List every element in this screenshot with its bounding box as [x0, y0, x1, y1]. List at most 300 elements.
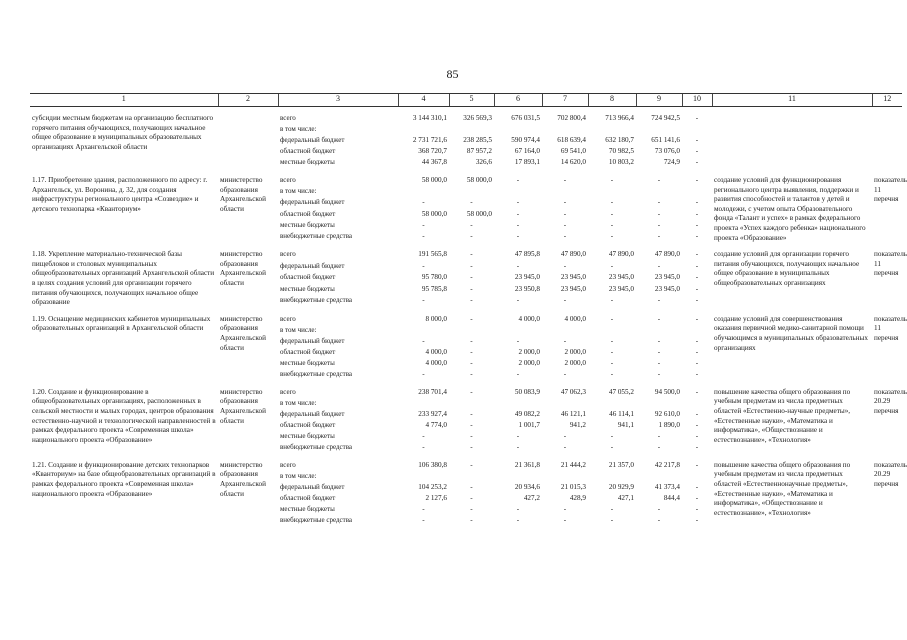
amount-cell: - [470, 482, 473, 491]
amount-cell: - [657, 220, 661, 229]
amount-cell: - [695, 314, 699, 323]
amount-cell: 46 114,1 [609, 409, 634, 418]
amount-cell: - [610, 231, 614, 240]
column-header-3: 3 [278, 94, 398, 107]
amount-cell [682, 125, 712, 136]
column-header-9: 9 [636, 94, 682, 107]
amount-cell: 1 001,7 [518, 420, 540, 429]
amount-cell: 50 083,9 [514, 387, 540, 396]
funding-source: местные бюджеты [280, 158, 335, 166]
amount-cell: 47 055,2 [608, 387, 634, 396]
table-row [30, 388, 902, 399]
amount-cell: - [610, 431, 614, 440]
amount-cell: 23 945,0 [608, 273, 634, 282]
funding-source: федеральный бюджет [280, 336, 345, 345]
funding-source: местные бюджеты [280, 431, 335, 440]
amount-cell: 58 000,0 [466, 176, 492, 184]
expected-result [712, 114, 872, 169]
measure-name: 1.20. Создание и функционирование в общеобразовательных организациях, расположенных в сельской местности и малых городах, центров образования естественно-научной и технологической направленностей в рамках федерального проекта «Современная школа» национального проекта «Образование» [32, 387, 216, 444]
amount-cell: 724 942,5 [651, 114, 680, 122]
amount-cell: 238 285,5 [463, 136, 492, 144]
amount-cell: 69 541,0 [560, 147, 586, 155]
amount-cell: 47 890,0 [560, 250, 586, 259]
amount-cell [449, 187, 494, 198]
amount-cell: 427,1 [617, 493, 634, 502]
column-header-7: 7 [542, 94, 588, 107]
amount-cell: 95 780,0 [421, 273, 447, 282]
expected-result: повышение качества общего образования по учебным предметам из числа предметных областей «Естественно-научные предметы», «Естественные науки», «Математика и информатика», «Обществознание и естествознание», «Технология» [714, 387, 851, 444]
funding-source: областной бюджет [280, 147, 336, 155]
amount-cell [588, 187, 636, 198]
amount-cell: - [610, 314, 614, 323]
amount-cell: - [516, 296, 520, 305]
amount-cell: - [610, 198, 614, 207]
executor: министерство образования Архангельской области [220, 176, 266, 213]
amount-cell: - [610, 261, 614, 270]
amount-cell: - [657, 209, 661, 218]
amount-cell [636, 187, 682, 198]
amount-cell: 47 890,0 [608, 250, 634, 259]
amount-cell [636, 125, 682, 136]
amount-cell: 23 945,0 [560, 284, 586, 293]
amount-cell: - [422, 504, 425, 513]
amount-cell: 844,4 [663, 493, 680, 502]
amount-cell: - [516, 442, 520, 451]
funding-source: местные бюджеты [280, 284, 335, 293]
amount-cell: - [695, 358, 699, 367]
amount-cell: 368 720,7 [418, 147, 447, 155]
amount-cell: - [657, 442, 661, 451]
amount-cell [682, 472, 712, 483]
indicator-ref: показатель 11 перечня [874, 176, 907, 204]
amount-cell: - [516, 261, 520, 270]
amount-cell: - [470, 250, 473, 259]
amount-cell: 23 945,0 [514, 273, 540, 282]
funding-source: федеральный бюджет [280, 198, 345, 207]
indicator-ref [872, 114, 902, 169]
amount-cell: - [422, 431, 425, 440]
amount-cell: - [470, 409, 473, 418]
amount-cell: - [695, 114, 699, 122]
amount-cell [682, 399, 712, 410]
amount-cell [494, 125, 542, 136]
amount-cell: - [563, 515, 567, 524]
amount-cell: - [695, 261, 699, 270]
funding-source: всего [280, 314, 296, 323]
expected-result: создание условий для функционирования регионального центра выявления, поддержки и развития способностей и талантов у детей и молодежи, с учетом опыта Образовательного фонда «Талант и успех» в рамках федерального проекта «Успех каждого ребенка» национального проекта «Образование» [714, 176, 866, 242]
funding-source: федеральный бюджет [280, 136, 345, 144]
amount-cell [636, 399, 682, 410]
funding-source: всего [280, 176, 296, 184]
amount-cell: - [470, 220, 473, 229]
amount-cell [682, 187, 712, 198]
amount-cell: - [695, 231, 699, 240]
amount-cell: - [695, 409, 699, 418]
amount-cell: - [516, 220, 520, 229]
amount-cell [494, 187, 542, 198]
amount-cell: - [516, 504, 520, 513]
amount-cell: - [516, 369, 520, 378]
amount-cell: - [695, 250, 699, 259]
indicator-ref: показатель 11 перечня [874, 250, 907, 278]
amount-cell: 23 945,0 [560, 273, 586, 282]
amount-cell: 590 974,4 [511, 136, 540, 144]
measure-name: 1.21. Создание и функционирование детских технопарков «Кванториум» на базе общеобразовательных организаций в рамках федерального проекта «Современная школа» национального проекта «Образование» [32, 460, 216, 498]
amount-cell [398, 125, 449, 136]
amount-cell: 21 015,3 [560, 482, 586, 491]
amount-cell: 44 367,8 [421, 158, 447, 166]
amount-cell: - [610, 515, 614, 524]
amount-cell: - [563, 369, 567, 378]
amount-cell: - [563, 220, 567, 229]
amount-cell: - [470, 261, 473, 270]
amount-cell: - [610, 296, 614, 305]
amount-cell: - [695, 220, 699, 229]
amount-cell: - [470, 369, 473, 378]
amount-cell: 2 000,0 [518, 358, 540, 367]
amount-cell: 4 774,0 [425, 420, 447, 429]
amount-cell [398, 326, 449, 337]
column-header-4: 4 [398, 94, 449, 107]
amount-cell: 42 217,8 [654, 460, 680, 469]
column-header-6: 6 [494, 94, 542, 107]
funding-source: в том числе: [280, 187, 317, 196]
funding-source: всего [280, 460, 296, 469]
amount-cell: - [695, 347, 699, 356]
amount-cell: 21 444,2 [560, 460, 586, 469]
amount-cell: - [695, 273, 699, 282]
amount-cell: - [563, 209, 567, 218]
amount-cell: - [657, 336, 661, 345]
amount-cell: - [695, 158, 699, 166]
amount-cell: - [657, 515, 661, 524]
funding-source: всего [280, 114, 296, 122]
amount-cell: 92 610,0 [654, 409, 680, 418]
amount-cell: - [470, 460, 473, 469]
funding-source: местные бюджеты [280, 358, 335, 367]
column-header-2: 2 [218, 94, 278, 107]
amount-cell: - [695, 431, 699, 440]
amount-cell: 49 082,2 [514, 409, 540, 418]
executor: министерство образования Архангельской области [220, 460, 266, 498]
amount-cell: - [695, 460, 699, 469]
amount-cell [449, 125, 494, 136]
column-header-5: 5 [449, 94, 494, 107]
indicator-ref: показатель 20.29 перечня [874, 460, 907, 488]
amount-cell: - [422, 261, 425, 270]
amount-cell: - [470, 431, 473, 440]
amount-cell: 14 620,0 [560, 158, 586, 166]
amount-cell: 87 957,2 [466, 147, 492, 155]
amount-cell: 941,1 [617, 420, 634, 429]
amount-cell: - [422, 515, 425, 524]
table-row [30, 315, 902, 326]
expected-result: создание условий для организации горячего питания обучающихся, получающих начальное общее образование в муниципальных общеобразовательных организациях [714, 250, 860, 287]
amount-cell: 47 895,8 [514, 250, 540, 259]
amount-cell: 94 500,0 [654, 387, 680, 396]
amount-cell: 1 890,0 [658, 420, 680, 429]
amount-cell: 8 000,0 [425, 314, 447, 323]
amount-cell: - [563, 198, 567, 207]
funding-source: областной бюджет [280, 493, 336, 502]
budget-table [30, 93, 907, 527]
funding-source: местные бюджеты [280, 220, 335, 229]
amount-cell: - [657, 504, 661, 513]
amount-cell [542, 399, 588, 410]
amount-cell: - [470, 284, 473, 293]
group-spacer [30, 308, 902, 315]
amount-cell: - [470, 296, 473, 305]
funding-source: внебюджетные средства [280, 369, 353, 378]
funding-source: в том числе: [280, 471, 317, 480]
amount-cell: - [563, 231, 567, 240]
amount-cell [542, 125, 588, 136]
amount-cell: - [610, 220, 614, 229]
amount-cell [449, 326, 494, 337]
measure-name: субсидии местным бюджетам на организацию бесплатного горячего питания обучающихся, получающих начальное общее образование в муниципальных образовательных организациях Архангельской области [32, 114, 214, 151]
executor [218, 114, 278, 169]
funding-source: внебюджетные средства [280, 231, 353, 240]
amount-cell: 2 731 721,6 [412, 136, 447, 144]
amount-cell: - [695, 442, 699, 451]
amount-cell: 2 000,0 [518, 347, 540, 356]
amount-cell: - [563, 504, 567, 513]
column-header-12: 12 [872, 94, 902, 107]
group-spacer [30, 169, 902, 176]
amount-cell: - [610, 336, 614, 345]
amount-cell: - [610, 358, 614, 367]
amount-cell: 676 031,5 [511, 114, 540, 122]
amount-cell: - [695, 369, 699, 378]
group-spacer [30, 381, 902, 388]
amount-cell: - [695, 198, 699, 207]
amount-cell: 238 701,4 [418, 387, 447, 396]
group-spacer-cell [30, 107, 902, 115]
amount-cell: 326,6 [475, 158, 492, 166]
amount-cell: - [516, 198, 520, 207]
amount-cell: - [470, 231, 473, 240]
group-spacer-cell [30, 454, 902, 461]
column-header-1: 1 [30, 94, 218, 107]
amount-cell: 41 373,4 [654, 482, 680, 491]
amount-cell: 618 639,4 [557, 136, 586, 144]
table-body [30, 107, 907, 527]
amount-cell: 58 000,0 [421, 209, 447, 218]
amount-cell: - [470, 336, 473, 345]
amount-cell: 4 000,0 [564, 314, 586, 323]
amount-cell: 70 982,5 [608, 147, 634, 155]
amount-cell: - [657, 261, 661, 270]
amount-cell: - [516, 431, 520, 440]
amount-cell: - [470, 493, 473, 502]
amount-cell: 21 361,8 [514, 460, 540, 469]
amount-cell: 2 127,6 [425, 493, 447, 502]
amount-cell [449, 472, 494, 483]
amount-cell: - [470, 347, 473, 356]
amount-cell: - [422, 198, 425, 207]
amount-cell: - [695, 504, 699, 513]
amount-cell: - [610, 209, 614, 218]
amount-cell [542, 187, 588, 198]
executor: министерство образования Архангельской области [220, 387, 266, 425]
amount-cell: 2 000,0 [564, 347, 586, 356]
group-spacer [30, 243, 902, 250]
funding-source: федеральный бюджет [280, 261, 345, 270]
amount-cell: - [422, 336, 425, 345]
amount-cell [494, 472, 542, 483]
amount-cell: 3 144 310,1 [412, 114, 447, 122]
amount-cell: 58 000,0 [421, 176, 447, 184]
amount-cell: - [516, 515, 520, 524]
amount-cell: 191 565,8 [418, 250, 447, 259]
amount-cell: 4 000,0 [425, 347, 447, 356]
amount-cell: - [516, 176, 520, 184]
amount-cell: - [422, 296, 425, 305]
amount-cell: 2 000,0 [564, 358, 586, 367]
amount-cell: - [695, 147, 699, 155]
amount-cell: - [657, 431, 661, 440]
amount-cell: - [695, 209, 699, 218]
funding-source: местные бюджеты [280, 504, 335, 513]
amount-cell: 20 934,6 [514, 482, 540, 491]
amount-cell: 17 893,1 [514, 158, 540, 166]
amount-cell: 47 890,0 [654, 250, 680, 259]
amount-cell: 10 803,2 [608, 158, 634, 166]
amount-cell: - [657, 314, 661, 323]
amount-cell [588, 326, 636, 337]
amount-cell: - [695, 420, 699, 429]
amount-cell: - [470, 273, 473, 282]
amount-cell: - [563, 176, 567, 184]
amount-cell [636, 326, 682, 337]
amount-cell: - [422, 442, 425, 451]
amount-cell: 47 062,3 [560, 387, 586, 396]
amount-cell: - [563, 442, 567, 451]
amount-cell: - [610, 504, 614, 513]
group-spacer-cell [30, 308, 902, 315]
funding-source: всего [280, 387, 296, 396]
amount-cell: 23 945,0 [654, 284, 680, 293]
amount-cell: 713 966,4 [605, 114, 634, 122]
amount-cell: 326 569,3 [463, 114, 492, 122]
amount-cell: - [657, 198, 661, 207]
measure-name: 1.19. Оснащение медицинских кабинетов муниципальных образовательных организаций в Архангельской области [32, 314, 211, 333]
amount-cell: - [563, 296, 567, 305]
amount-cell: - [657, 176, 661, 184]
amount-cell: 106 380,8 [418, 460, 447, 469]
amount-cell: - [695, 136, 699, 144]
measure-name: 1.18. Укрепление материально-технической базы пищеблоков и столовых муниципальных общеобразовательных организаций Архангельской области в целях создания условий для организации горячего питания обучающихся, получающих начальное общее образование [32, 250, 215, 307]
funding-source: областной бюджет [280, 209, 336, 218]
group-spacer [30, 454, 902, 461]
amount-cell: - [470, 358, 473, 367]
amount-cell [398, 399, 449, 410]
amount-cell: - [422, 231, 425, 240]
measure-name: 1.17. Приобретение здания, расположенного по адресу: г. Архангельск, ул. Воронина, д. 32, для создания инфраструктуры регионального центра «Созвездие» и детского технопарка «Кванториум» [32, 176, 208, 213]
table-row [30, 176, 902, 187]
amount-cell: - [470, 442, 473, 451]
table-header [30, 94, 902, 107]
amount-cell: - [657, 231, 661, 240]
group-spacer [30, 107, 902, 115]
amount-cell: 46 121,1 [560, 409, 586, 418]
amount-cell [588, 472, 636, 483]
executor: министерство образования Архангельской области [220, 314, 266, 352]
amount-cell: - [657, 296, 661, 305]
amount-cell: - [422, 220, 425, 229]
amount-cell [588, 125, 636, 136]
amount-cell: - [516, 336, 520, 345]
amount-cell: - [610, 369, 614, 378]
amount-cell [542, 326, 588, 337]
amount-cell [542, 472, 588, 483]
amount-cell: 4 000,0 [425, 358, 447, 367]
amount-cell [494, 326, 542, 337]
group-spacer-cell [30, 243, 902, 250]
column-header-11: 11 [712, 94, 872, 107]
funding-source: федеральный бюджет [280, 482, 345, 491]
funding-source: областной бюджет [280, 420, 336, 429]
funding-source: в том числе: [280, 398, 317, 407]
table-row [30, 114, 902, 125]
funding-source: внебюджетные средства [280, 515, 353, 524]
amount-cell: - [422, 369, 425, 378]
amount-cell: 632 180,7 [605, 136, 634, 144]
amount-cell: - [695, 336, 699, 345]
funding-source: внебюджетные средства [280, 442, 353, 451]
amount-cell: 104 253,2 [418, 482, 447, 491]
amount-cell: 23 950,8 [514, 284, 540, 293]
funding-source: федеральный бюджет [280, 409, 345, 418]
amount-cell: 58 000,0 [466, 209, 492, 218]
group-spacer-cell [30, 381, 902, 388]
amount-cell: - [470, 387, 473, 396]
funding-source: областной бюджет [280, 273, 336, 282]
amount-cell: 651 141,6 [651, 136, 680, 144]
amount-cell: 95 785,8 [421, 284, 447, 293]
expected-result: создание условий для совершенствования оказания первичной медико-санитарной помощи обучающимся в муниципальных образовательных организациях [714, 314, 868, 352]
group-spacer-cell [30, 169, 902, 176]
amount-cell: 427,2 [523, 493, 540, 502]
column-header-8: 8 [588, 94, 636, 107]
amount-cell [398, 472, 449, 483]
amount-cell: - [470, 504, 473, 513]
amount-cell: - [657, 369, 661, 378]
funding-source: областной бюджет [280, 347, 336, 356]
amount-cell: - [470, 198, 473, 207]
amount-cell: 941,2 [569, 420, 586, 429]
funding-source: внебюджетные средства [280, 296, 353, 305]
amount-cell [449, 399, 494, 410]
executor: министерство образования Архангельской области [220, 250, 266, 287]
amount-cell [588, 399, 636, 410]
amount-cell: 428,9 [569, 493, 586, 502]
amount-cell: 67 164,0 [514, 147, 540, 155]
amount-cell: 23 945,0 [654, 273, 680, 282]
amount-cell: - [695, 493, 699, 502]
amount-cell [494, 399, 542, 410]
amount-cell: 702 800,4 [557, 114, 586, 122]
funding-source: всего [280, 250, 296, 259]
amount-cell: - [657, 347, 661, 356]
amount-cell: - [657, 358, 661, 367]
amount-cell: 21 357,0 [608, 460, 634, 469]
amount-cell: 233 927,4 [418, 409, 447, 418]
amount-cell: 724,9 [663, 158, 680, 166]
amount-cell: - [695, 284, 699, 293]
indicator-ref: показатель 20.29 перечня [874, 387, 907, 415]
amount-cell: - [695, 296, 699, 305]
